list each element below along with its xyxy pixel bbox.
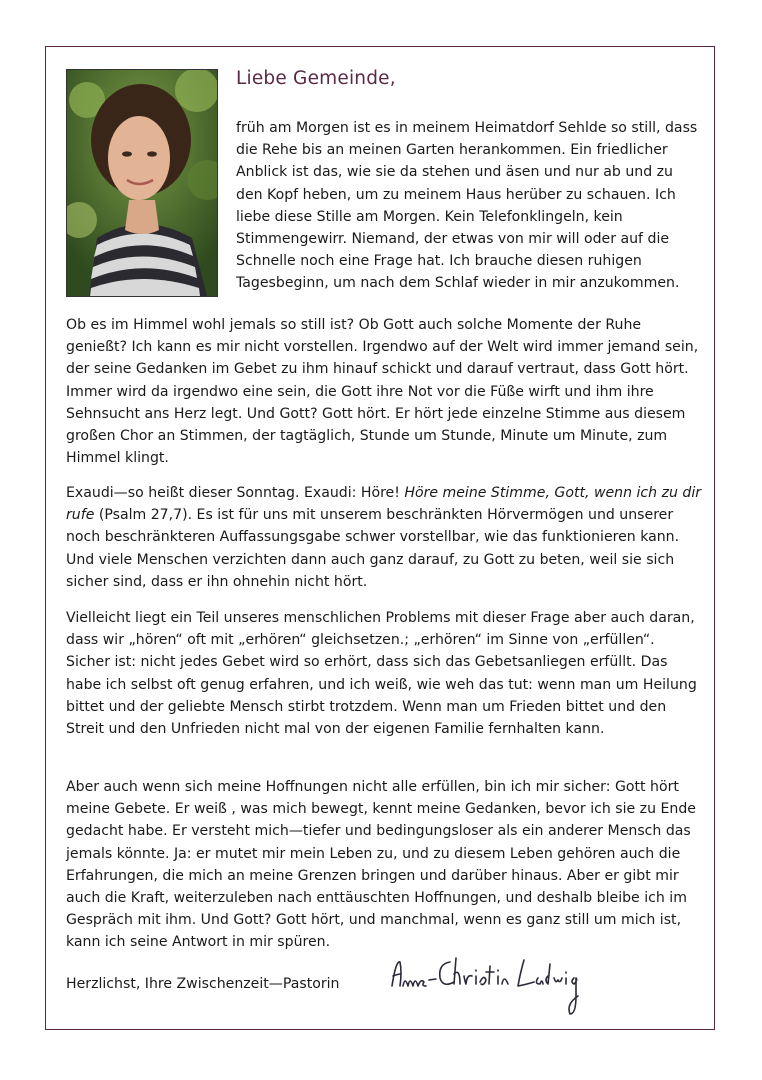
paragraph-1: Ob es im Himmel wohl jemals so still ist? Ob Gott auch solche Momente der Ruhe genießt? Ich kann es mir nicht vorstellen. Irgendwo auf der Welt wird immer jemand sein, der seine Gedanken im Gebet zu ihm hinauf schickt und darauf vertraut, dass Gott hört. Immer wird da irgendwo eine sein, die Gott ihre Not vor die Füße wirft und ihm ihre Sehnsucht ans Herz legt. Und Gott? Gott hört. Er hört jede einzelne Stimme aus diesem großen Chor an Stimmen, der tagtäglich, Stunde um Stunde, Minute um Minute, zum Himmel klingt. [66, 317, 699, 467]
handwritten-signature [388, 952, 598, 1024]
letter-salutation: Liebe Gemeinde, [236, 68, 396, 89]
paragraph-2-start: Exaudi—so heißt dieser Sonntag. Exaudi: Höre! [66, 485, 405, 501]
pastor-photo [66, 69, 218, 297]
intro-paragraph: früh am Morgen ist es in meinem Heimatdorf Sehlde so still, dass die Rehe bis an meinen Garten herankommen. Ein friedlicher Anblick ist das, wie sie da stehen und äsen und nur ab und zu den Kopf heben, um zu meinem Haus herüber zu schauen. Ich liebe diese Stille am Morgen. Kein Telefonklingeln, kein Stimmengewirr. Niemand, der etwas von mir will oder auf die Schnelle noch eine Frage hat. Ich brauche diesen ruhigen Tagesbeginn, um nach dem Schlaf wieder in mir anzukommen. [236, 120, 698, 292]
paragraph-4: Aber auch wenn sich meine Hoffnungen nicht alle erfüllen, bin ich mir sicher: Gott hört meine Gebete. Er weiß , was mich bewegt, kennt meine Gedanken, bevor ich sie zu Ende gedacht habe. Er versteht mich—tiefer und bedingungsloser als ein anderer Mensch das jemals könnte. Ja: er mutet mir mein Leben zu, und zu diesem Leben gehören auch die Erfahrungen, die mich an meine Grenzen bringen und darüber hinaus. Aber er gibt mir auch die Kraft, weiterzuleben nach enttäuschten Hoffnungen, und deshalb bleibe ich im Gespräch mit ihm. Und Gott? Gott hört, und manchmal, wenn es ganz still um mich ist, kann ich seine Antwort in mir spüren. [66, 779, 696, 951]
paragraph-2 [66, 482, 702, 593]
paragraph-3: Vielleicht liegt ein Teil unseres menschlichen Problems mit dieser Frage aber auch daran, dass wir „hören“ oft mit „erhören“ gleichsetzen.; „erhören“ im Sinne von „erfüllen“. Sicher ist: nicht jedes Gebet wird so erhört, dass sich das Gebetsanliegen erfüllt. Das habe ich selbst oft genug erfahren, und ich weiß, wie weh das tut: wenn man um Heilung bittet und der geliebte Mensch stirbt trotzdem. Wenn man um Frieden bittet und den Streit und den Unfrieden nicht mal von der eigenen Familie fernhalten kann. [66, 610, 697, 738]
portrait-image [67, 70, 217, 296]
psalm-quote: Höre meine Stimme, Gott, wenn ich zu dir rufe [66, 485, 702, 524]
closing-greeting: Herzlichst, Ihre Zwischenzeit—Pastorin [66, 976, 340, 992]
paragraph-2-end: (Psalm 27,7). Es ist für uns mit unserem beschränkten Hörvermögen und unserer noch beschränkteren Auffassungsgabe schwer vorstellbar, wie das funktionieren kann. Und viele Menschen verzichten dann auch ganz darauf, zu Gott zu beten, weil sie sich sicher sind, dass er ihn ohnehin nicht hört. [66, 507, 680, 590]
